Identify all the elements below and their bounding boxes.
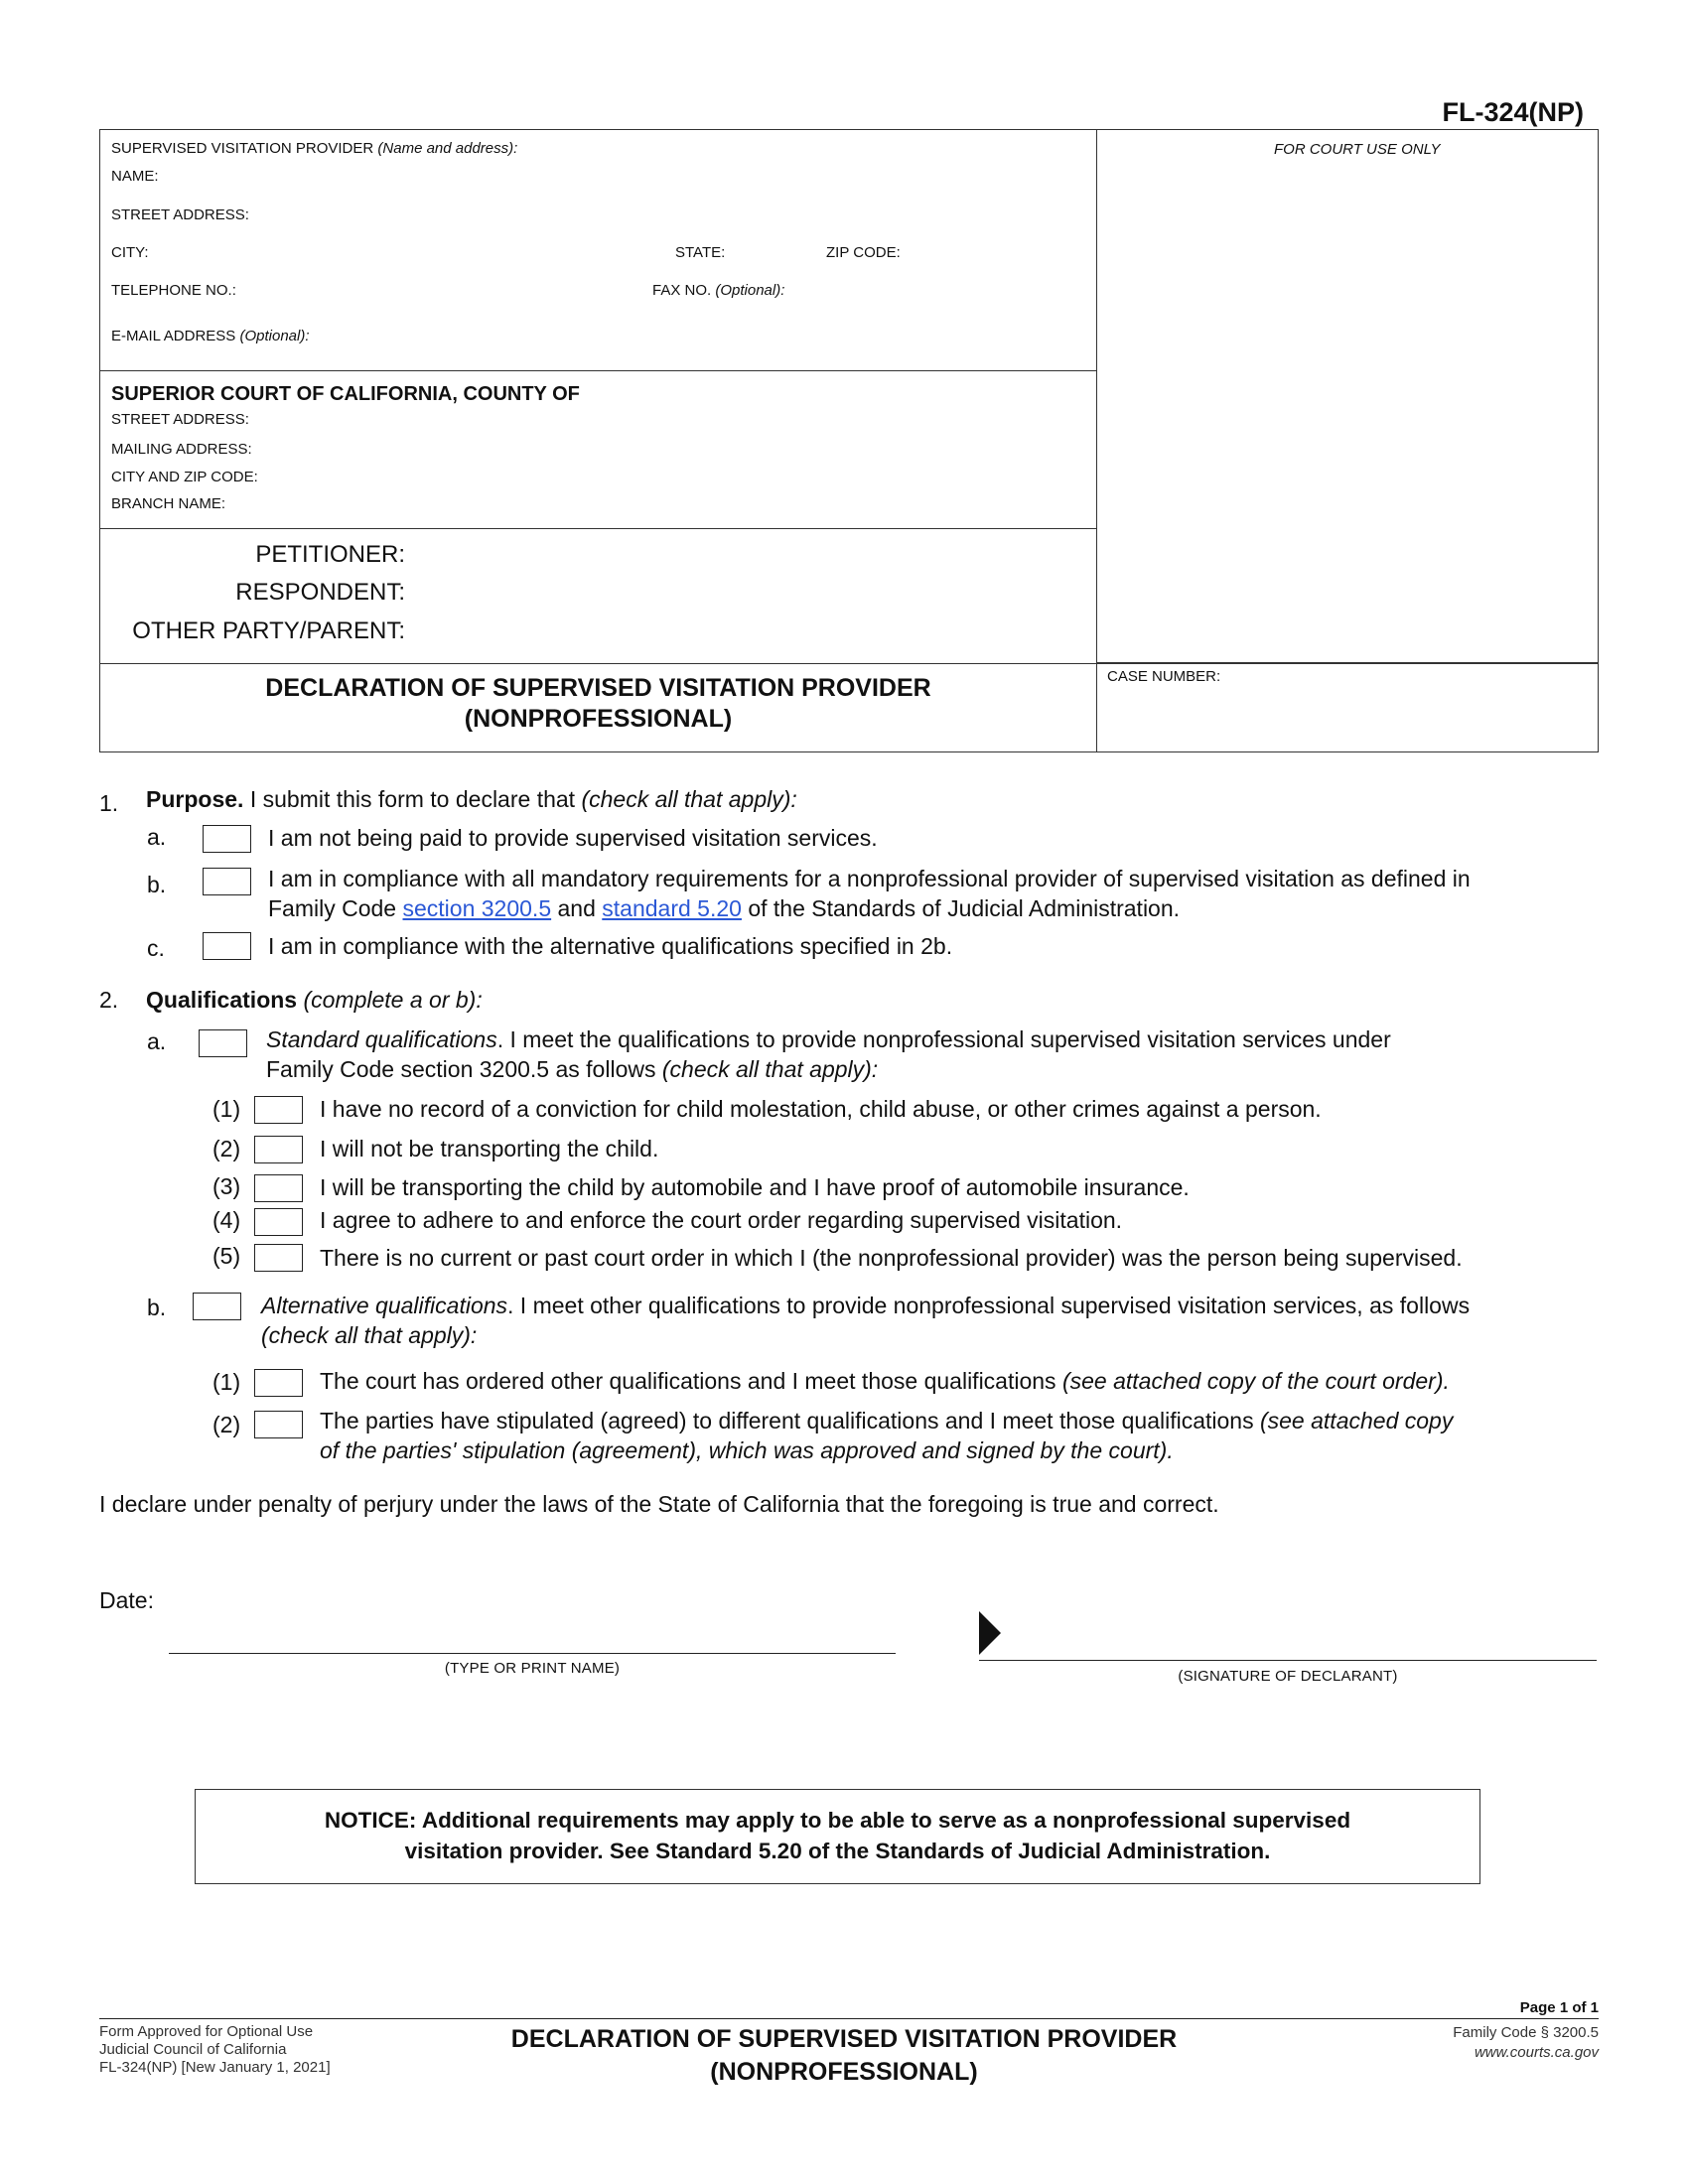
footer-title: DECLARATION OF SUPERVISED VISITATION PROVIDER (NONPROFESSIONAL): [510, 2025, 1178, 2086]
street-label: STREET ADDRESS:: [111, 206, 249, 223]
page-number: Page 1 of 1: [1519, 1999, 1599, 2016]
zip-label: ZIP CODE:: [826, 244, 901, 261]
item2a2-number: (2): [212, 1136, 241, 1161]
item1a-letter: a.: [147, 824, 167, 850]
item1b-checkbox[interactable]: [203, 868, 251, 895]
notice-text: NOTICE: Additional requirements may apply to be able to serve as a nonprofessional supervised visitation provider. See Standard 5.20 of the Standards of Judicial Administration.: [324, 1808, 1351, 1863]
section-3200-5-link[interactable]: section 3200.5: [402, 895, 552, 921]
item2a5-checkbox[interactable]: [254, 1244, 303, 1272]
item2a1-number: (1): [212, 1096, 241, 1122]
item2a-checkbox[interactable]: [199, 1029, 247, 1057]
footer-left: Form Approved for Optional Use Judicial Council of California FL-324(NP) [New January 1, 2021]: [99, 2023, 331, 2076]
item2b2-text: The parties have stipulated (agreed) to different qualifications and I meet those qualifications (see attached copy of the parties' stipulation (agreement), which was approved and signed by the court).: [320, 1408, 1454, 1463]
item2-heading: Qualifications (complete a or b):: [146, 987, 483, 1013]
item2a2-checkbox[interactable]: [254, 1136, 303, 1163]
item2a4-checkbox[interactable]: [254, 1208, 303, 1236]
type-name-caption: (TYPE OR PRINT NAME): [444, 1660, 621, 1677]
phone-label: TELEPHONE NO.:: [111, 282, 236, 299]
item2a3-checkbox[interactable]: [254, 1174, 303, 1202]
item2a5-text: There is no current or past court order in which I (the nonprofessional provider) was the person being supervised.: [320, 1245, 1463, 1271]
form-title: DECLARATION OF SUPERVISED VISITATION PROVIDER (NONPROFESSIONAL): [265, 674, 931, 733]
name-label: NAME:: [111, 168, 159, 185]
declaration-text: I declare under penalty of perjury under the laws of the State of California that the foregoing is true and correct.: [99, 1491, 1219, 1517]
item2b-letter: b.: [147, 1295, 167, 1320]
state-label: STATE:: [675, 244, 726, 261]
item2b2-number: (2): [212, 1412, 241, 1437]
footer-right: Family Code § 3200.5 www.courts.ca.gov: [1453, 2024, 1599, 2061]
court-title: SUPERIOR COURT OF CALIFORNIA, COUNTY OF: [111, 383, 580, 405]
name-line[interactable]: [169, 1653, 896, 1654]
signature-arrow-icon: [979, 1611, 1007, 1655]
signature-line[interactable]: [979, 1660, 1597, 1661]
item1a-checkbox[interactable]: [203, 825, 251, 853]
fax-label: FAX NO. (Optional):: [652, 282, 785, 299]
provider-header: SUPERVISED VISITATION PROVIDER (Name and address):: [111, 140, 518, 157]
item2a1-checkbox[interactable]: [254, 1096, 303, 1124]
court-street-label: STREET ADDRESS:: [111, 411, 249, 428]
court-branch-label: BRANCH NAME:: [111, 495, 226, 512]
item2a1-text: I have no record of a conviction for child molestation, child abuse, or other crimes against a person.: [320, 1096, 1322, 1122]
date-label: Date:: [99, 1587, 154, 1613]
item2a4-text: I agree to adhere to and enforce the court order regarding supervised visitation.: [320, 1207, 1123, 1233]
item1a-text: I am not being paid to provide supervised visitation services.: [268, 825, 878, 851]
item1b-text: I am in compliance with all mandatory requirements for a nonprofessional provider of supervised visitation as defined in Family Code section 3200.5 and standard 5.20 of the Standards of Judicial Administration.: [268, 866, 1471, 921]
item2a3-text: I will be transporting the child by automobile and I have proof of automobile insurance.: [320, 1174, 1190, 1200]
courts-link[interactable]: www.courts.ca.gov: [1474, 2044, 1599, 2061]
item1c-checkbox[interactable]: [203, 932, 251, 960]
petitioner-label: PETITIONER:: [255, 541, 405, 568]
form-number: FL-324(NP): [1442, 97, 1584, 127]
item2b-text: Alternative qualifications. I meet other qualifications to provide nonprofessional supervised visitation services, as follows (check all that apply):: [261, 1293, 1471, 1348]
item1c-text: I am in compliance with the alternative qualifications specified in 2b.: [268, 933, 953, 959]
item2a2-text: I will not be transporting the child.: [320, 1136, 659, 1161]
other-party-label: OTHER PARTY/PARENT:: [132, 617, 405, 644]
respondent-label: RESPONDENT:: [235, 579, 405, 606]
item2b1-checkbox[interactable]: [254, 1369, 303, 1397]
item2a5-number: (5): [212, 1243, 241, 1269]
item2a-letter: a.: [147, 1028, 167, 1054]
item2b1-text: The court has ordered other qualifications and I meet those qualifications (see attached copy of the court order).: [320, 1368, 1450, 1394]
court-use-label: FOR COURT USE ONLY: [1274, 141, 1441, 158]
email-label: E-MAIL ADDRESS (Optional):: [111, 328, 310, 344]
footer-rule: [99, 2018, 1599, 2019]
item1b-letter: b.: [147, 872, 167, 897]
item1c-letter: c.: [147, 935, 165, 961]
court-use-box: [1096, 129, 1599, 663]
signature-caption: (SIGNATURE OF DECLARANT): [1178, 1668, 1398, 1685]
court-city-label: CITY AND ZIP CODE:: [111, 469, 258, 485]
standard-5-20-link[interactable]: standard 5.20: [602, 895, 742, 921]
item1-heading: Purpose. I submit this form to declare that (check all that apply):: [146, 786, 797, 812]
item2b1-number: (1): [212, 1369, 241, 1395]
item2a-text: Standard qualifications. I meet the qualifications to provide nonprofessional supervised visitation services under Family Code section 3200.5 as follows (check all that apply):: [266, 1026, 1391, 1082]
item2a3-number: (3): [212, 1173, 241, 1199]
court-mailing-label: MAILING ADDRESS:: [111, 441, 252, 458]
item2-number: 2.: [99, 987, 119, 1013]
item1-number: 1.: [99, 790, 119, 816]
item2b2-checkbox[interactable]: [254, 1411, 303, 1438]
case-number-label: CASE NUMBER:: [1107, 668, 1221, 685]
city-label: CITY:: [111, 244, 149, 261]
item2b-checkbox[interactable]: [193, 1293, 241, 1320]
item2a4-number: (4): [212, 1207, 241, 1233]
